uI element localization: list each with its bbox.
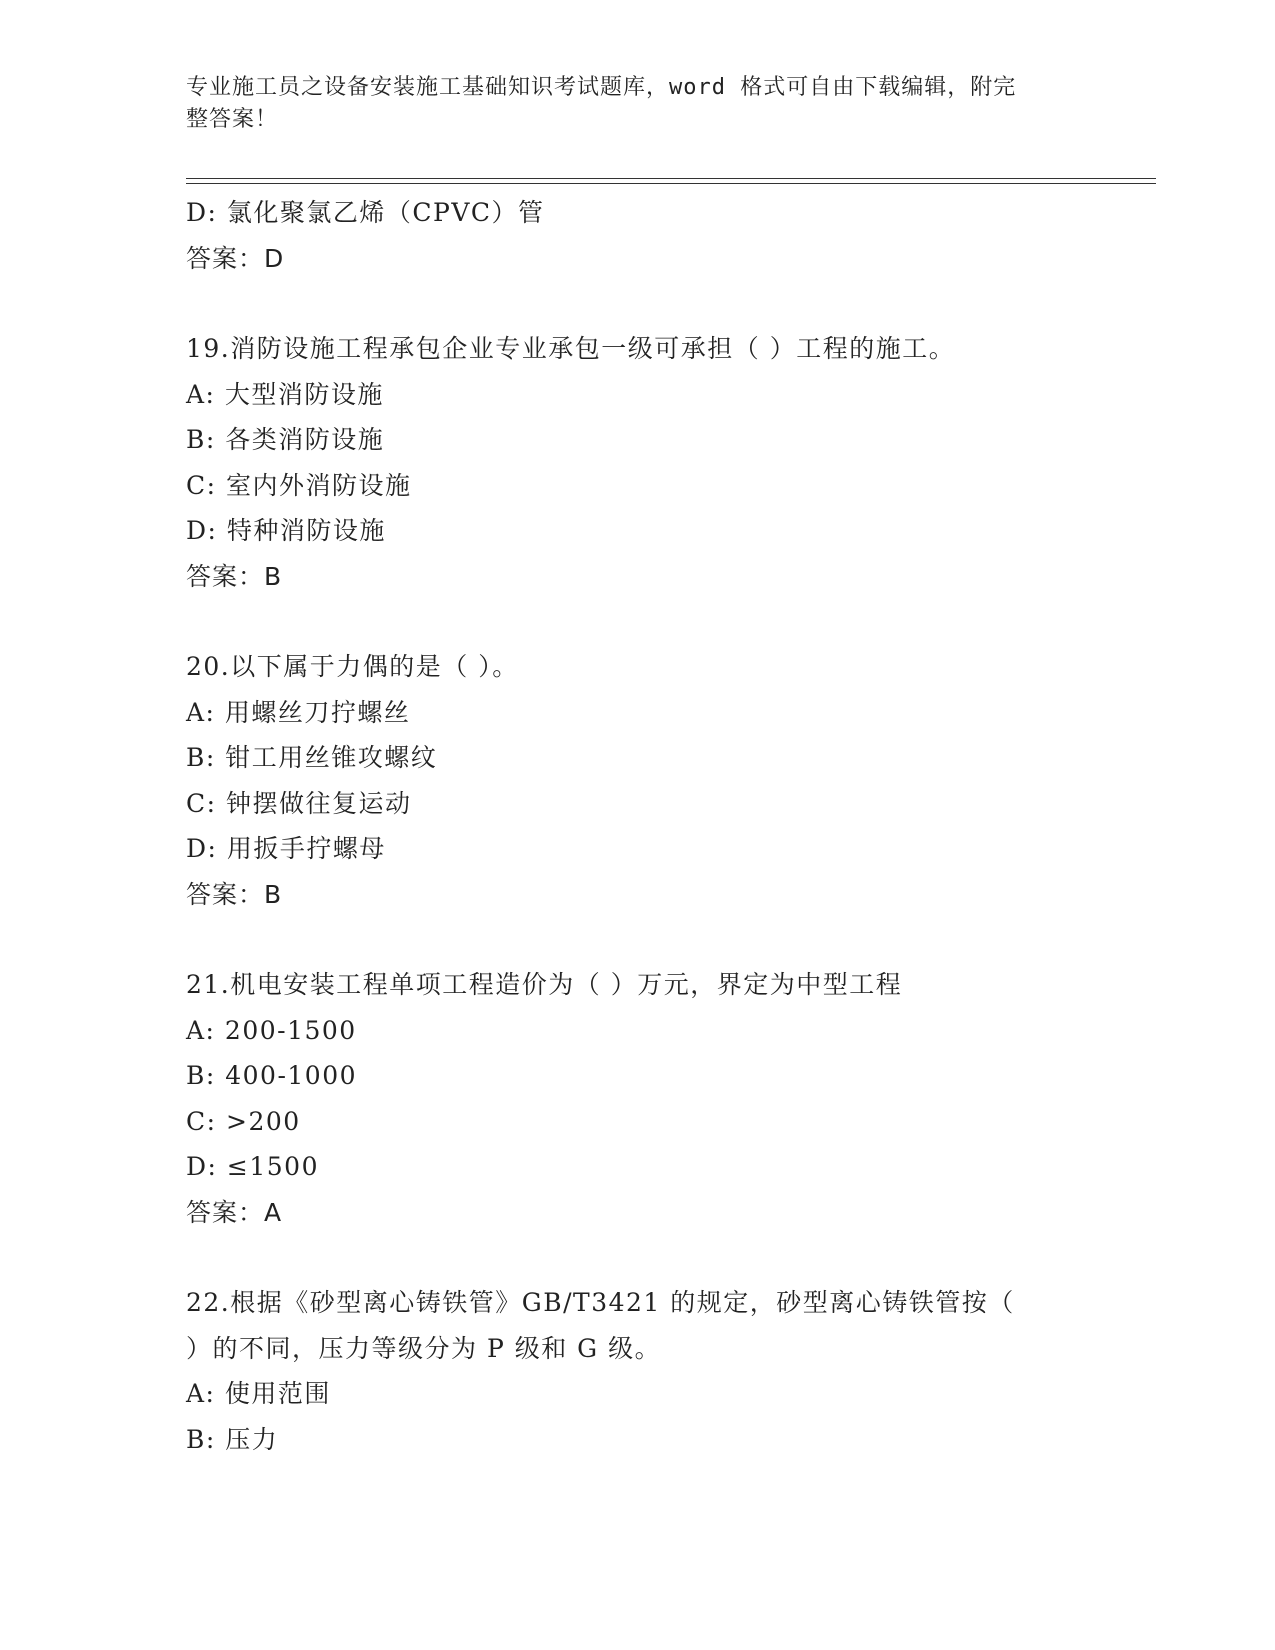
prev-option-d: D: 氯化聚氯乙烯（CPVC）管 (186, 198, 545, 227)
document-header (186, 72, 1066, 136)
question-21: 21.机电安装工程单项工程造价为（ ）万元，界定为中型工程 (186, 970, 903, 999)
q21-option-a: A: 200-1500 (186, 1015, 357, 1045)
prev-answer: 答案：D (186, 243, 285, 273)
header-line-1: 专业施工员之设备安装施工基础知识考试题库，word 格式可自由下载编辑，附完 (186, 75, 1017, 100)
q21-answer: 答案：A (186, 1197, 283, 1227)
question-22-line-2: ）的不同，压力等级分为 P 级和 G 级。 (186, 1333, 662, 1363)
q20-option-a: A: 用螺丝刀拧螺丝 (186, 697, 411, 727)
q21-option-d: D: ≤1500 (186, 1152, 319, 1181)
q19-option-c: C: 室内外消防设施 (186, 470, 412, 500)
q19-option-a: A: 大型消防设施 (186, 379, 384, 409)
question-20: 20.以下属于力偶的是（ ）。 (186, 652, 519, 681)
spacer (186, 281, 1086, 326)
q20-answer: 答案：B (186, 879, 283, 909)
q21-option-c: C: >200 (186, 1106, 301, 1136)
header-divider-bottom (186, 183, 1156, 184)
q22-option-b: B: 压力 (186, 1424, 279, 1454)
q19-option-b: B: 各类消防设施 (186, 425, 385, 454)
q20-option-b: B: 钳工用丝锥攻螺纹 (186, 743, 438, 772)
q20-option-c: C: 钟摆做往复运动 (186, 788, 412, 818)
question-19: 19.消防设施工程承包企业专业承包一级可承担（ ）工程的施工。 (186, 334, 956, 363)
spacer (186, 599, 1086, 644)
spacer (186, 917, 1086, 962)
q20-option-d: D: 用扳手拧螺母 (186, 834, 386, 863)
q22-option-a: A: 使用范围 (186, 1379, 331, 1408)
spacer (186, 1235, 1086, 1280)
question-22-line-1: 22.根据《砂型离心铸铁管》GB/T3421 的规定，砂型离心铸铁管按（ (186, 1288, 1015, 1317)
q19-answer: 答案：B (186, 561, 283, 591)
header-line-2: 整答案！ (186, 107, 279, 132)
header-divider-top (186, 178, 1156, 179)
q19-option-d: D: 特种消防设施 (186, 516, 386, 545)
q21-option-b: B: 400-1000 (186, 1061, 358, 1090)
question-content (186, 190, 1086, 1462)
